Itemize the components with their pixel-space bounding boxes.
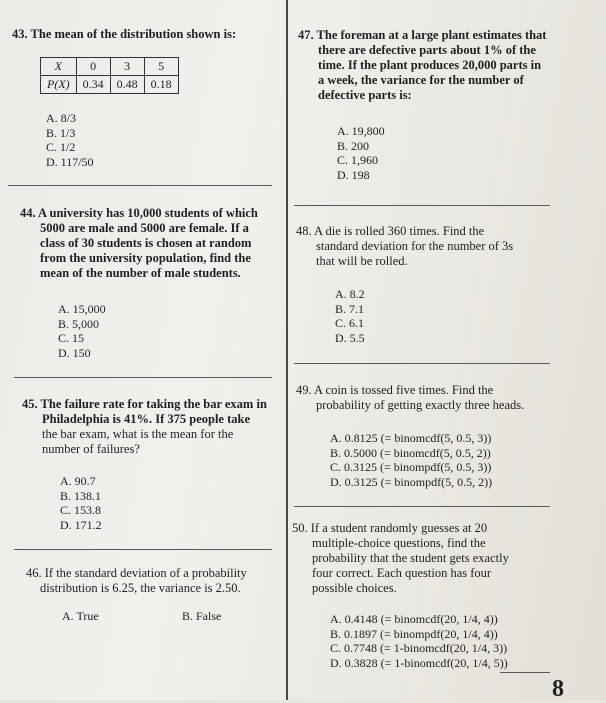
divider	[294, 205, 550, 206]
answer-option[interactable]: B. 0.5000 (= binomcdf(5, 0.5, 2))	[330, 445, 491, 460]
question-50-stem-line: multiple-choice questions, find the	[312, 536, 486, 550]
answer-option[interactable]: A. 8.2	[335, 287, 365, 301]
question-45-stem-line: Philadelphia is 41%. If 375 people take	[42, 412, 251, 426]
question-44-options	[58, 302, 106, 360]
question-49-stem-line: probability of getting exactly three heads.	[316, 398, 525, 412]
answer-option[interactable]: A. 0.4148 (= binomcdf(20, 1/4, 4))	[330, 612, 498, 626]
answer-option[interactable]: A. 19,800	[337, 124, 385, 138]
table-cell: 0	[76, 58, 110, 76]
answer-option[interactable]: C. 0.3125 (= binompdf(5, 0.5, 3))	[330, 460, 492, 474]
answer-option[interactable]: C. 1/2	[46, 140, 76, 154]
question-44	[20, 206, 258, 281]
answer-option[interactable]: C. 6.1	[335, 316, 365, 330]
question-45-stem-line: number of failures?	[42, 442, 140, 456]
table-cell: 0.34	[76, 76, 110, 94]
question-44-stem-line: 5000 are male and 5000 are female. If a	[40, 221, 249, 235]
answer-option[interactable]: C. 153.8	[60, 503, 102, 517]
question-45	[22, 397, 267, 457]
divider	[14, 549, 272, 550]
question-50-stem-line: four correct. Each question has four	[312, 566, 492, 580]
question-50-stem-line: possible choices.	[312, 581, 397, 595]
distribution-table	[40, 57, 179, 94]
answer-option[interactable]: C. 15	[58, 331, 85, 345]
answer-option[interactable]: D. 0.3828 (= 1-binomcdf(20, 1/4, 5))	[330, 655, 508, 670]
answer-option[interactable]: D. 150	[58, 345, 91, 360]
table-cell: 5	[144, 58, 178, 76]
question-44-stem-line: class of 30 students is chosen at random	[40, 236, 252, 250]
table-cell: P(X)	[41, 76, 77, 94]
question-48-stem-line: that will be rolled.	[316, 254, 408, 268]
answer-option[interactable]: D. 5.5	[335, 330, 365, 345]
answer-option[interactable]: B. 5,000	[58, 316, 100, 331]
answer-option[interactable]: A. True	[62, 609, 99, 623]
answer-option[interactable]: A. 15,000	[58, 302, 106, 316]
question-50	[292, 521, 509, 596]
answer-option[interactable]: A. 90.7	[60, 474, 96, 488]
question-47-stem-line: there are defective parts about 1% of the	[318, 43, 536, 57]
answer-option[interactable]: B. 7.1	[335, 301, 365, 316]
answer-option[interactable]: B. 0.1897 (= binompdf(20, 1/4, 4))	[330, 626, 498, 641]
question-47-stem-line: time. If the plant produces 20,000 parts in	[318, 58, 542, 72]
question-45-stem-line: 45. The failure rate for taking the bar exam in	[22, 397, 267, 411]
answer-option[interactable]: D. 198	[337, 167, 370, 182]
question-50-stem-line: probability that the student gets exactly	[312, 551, 509, 565]
question-46-stem-line: 46. If the standard deviation of a probability	[26, 566, 247, 580]
answer-option[interactable]: B. False	[182, 609, 222, 623]
answer-option[interactable]: D. 0.3125 (= binompdf(5, 0.5, 2))	[330, 474, 493, 489]
question-50-options	[330, 612, 508, 670]
page-number: 8	[552, 676, 564, 702]
question-46	[26, 566, 247, 596]
answer-option[interactable]: B. 1/3	[46, 125, 76, 140]
question-47	[298, 28, 546, 103]
question-44-stem-line: mean of the number of male students.	[40, 266, 241, 280]
question-43-stem: 43. The mean of the distribution shown is:	[12, 27, 237, 41]
column-divider	[286, 0, 288, 700]
divider	[294, 363, 550, 364]
question-49-options	[330, 431, 492, 489]
question-46-stem-line: distribution is 6.25, the variance is 2.50.	[40, 581, 241, 595]
table-cell: X	[41, 58, 77, 76]
answer-option[interactable]: A. 8/3	[46, 111, 76, 125]
answer-option[interactable]: D. 171.2	[60, 517, 102, 532]
question-48-stem-line: standard deviation for the number of 3s	[316, 239, 514, 253]
question-48-stem-line: 48. A die is rolled 360 times. Find the	[296, 224, 485, 238]
question-43	[12, 27, 236, 42]
question-48	[296, 224, 513, 269]
table-row-x	[41, 58, 179, 76]
answer-option[interactable]: D. 117/50	[46, 154, 94, 169]
divider	[8, 185, 272, 186]
divider	[500, 672, 550, 673]
question-50-stem-line: 50. If a student randomly guesses at 20	[292, 521, 488, 535]
answer-option[interactable]: B. 138.1	[60, 488, 102, 503]
table-cell: 0.18	[144, 76, 178, 94]
answer-option[interactable]: A. 0.8125 (= binomcdf(5, 0.5, 3))	[330, 431, 492, 445]
question-47-stem-line: defective parts is:	[318, 88, 412, 102]
question-47-options	[337, 124, 385, 182]
divider	[14, 377, 272, 378]
question-44-stem-line: from the university population, find the	[40, 251, 251, 265]
question-43-options	[46, 111, 94, 169]
table-cell: 3	[110, 58, 144, 76]
answer-option[interactable]: C. 0.7748 (= 1-binomcdf(20, 1/4, 3))	[330, 641, 508, 655]
answer-option[interactable]: C. 1,960	[337, 153, 379, 167]
answer-option[interactable]: B. 200	[337, 138, 370, 153]
question-49-stem-line: 49. A coin is tossed five times. Find the	[296, 383, 494, 397]
divider	[294, 506, 550, 507]
question-48-options	[335, 287, 365, 345]
question-45-stem-line: the bar exam, what is the mean for the	[42, 427, 234, 441]
question-49	[296, 383, 524, 413]
question-47-stem-line: a week, the variance for the number of	[318, 73, 524, 87]
question-45-options	[60, 474, 102, 532]
question-44-stem-line: 44. A university has 10,000 students of which	[20, 206, 258, 220]
table-row-p	[41, 76, 179, 94]
table-cell: 0.48	[110, 76, 144, 94]
question-47-stem-line: 47. The foreman at a large plant estimates that	[298, 28, 547, 42]
